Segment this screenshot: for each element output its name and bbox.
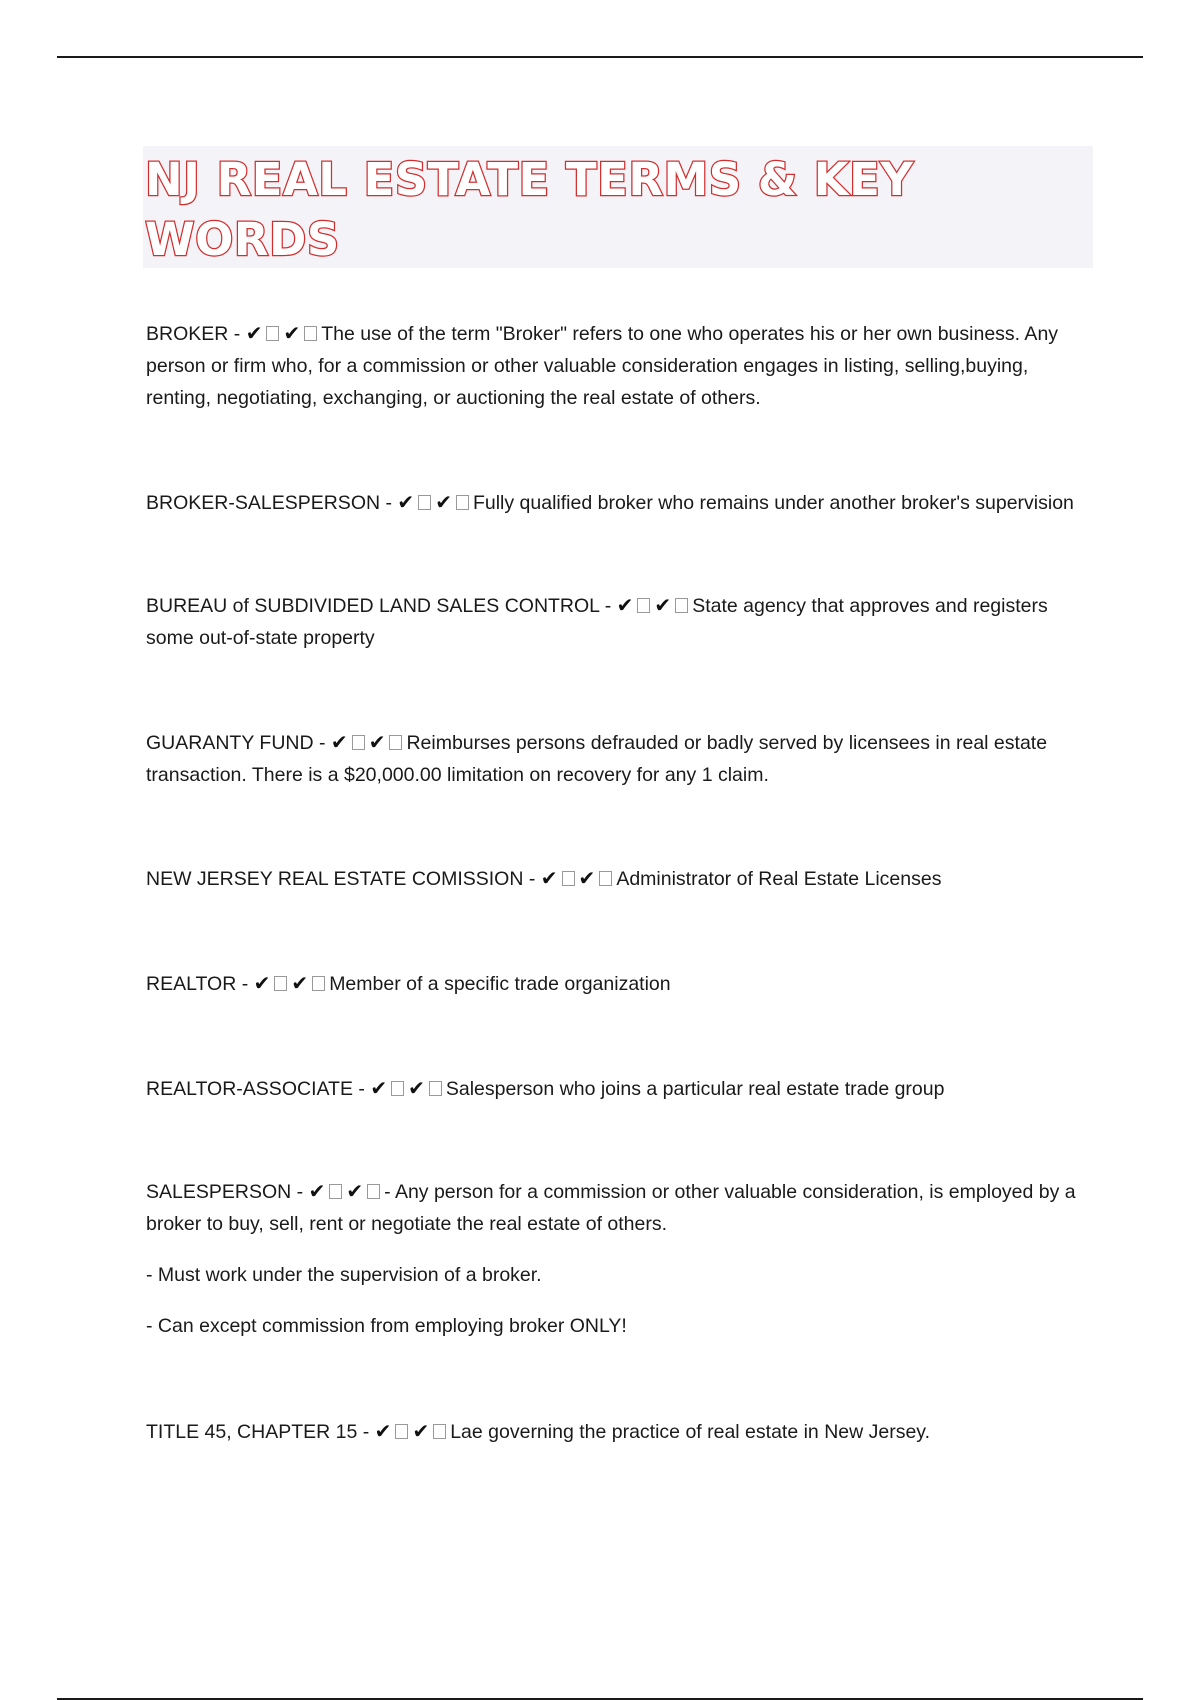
term-label: BUREAU of SUBDIVIDED LAND SALES CONTROL [146,595,600,617]
salesperson-note: - Must work under the supervision of a broker. [146,1264,542,1286]
checkbox-icon [456,495,469,510]
checkbox-icon [599,871,612,886]
checkbox-icon [352,735,365,750]
check-icon: ✔ [283,321,302,345]
term-label: GUARANTY FUND [146,732,314,754]
term-definition: The use of the term "Broker" refers to one who operates his or her own business. Any person or firm who, for a commission or other valuable consideration engages in listing, selling,buying, renting, negotiating, exchanging, or auctioning the real estate of others. [146,323,1059,409]
checkbox-icon [391,1081,404,1096]
check-icon: ✔ [412,1419,431,1443]
check-icon: ✔ [330,730,349,754]
checkbox-icon [418,495,431,510]
checkbox-icon [562,871,575,886]
check-icon: ✔ [253,971,272,995]
document-title: NJ REAL ESTATE TERMS & KEY WORDS [145,153,914,266]
term-entry-title-45: TITLE 45, CHAPTER 15 - ✔ ✔ Lae governing the practice of real estate in New Jersey. [146,1419,931,1443]
top-rule [57,56,1143,58]
check-icon: ✔ [435,490,453,514]
check-icon: ✔ [346,1179,365,1203]
checkbox-icon [266,326,279,341]
checkbox-icon [395,1424,408,1439]
checkbox-icon [274,976,287,991]
checkbox-icon [329,1184,342,1199]
checkbox-icon [675,598,688,613]
term-entry-broker-salesperson: BROKER-SALESPERSON - ✔ ✔ Fully qualified broker who remains under another broker's supervision [146,490,1074,514]
term-entry-realtor-associate: REALTOR-ASSOCIATE - ✔ ✔ Salesperson who joins a particular real estate trade group [146,1076,945,1100]
term-definition: Administrator of Real Estate Licenses [616,868,942,890]
check-icon: ✔ [368,730,387,754]
check-icon: ✔ [397,490,416,514]
checkbox-icon [637,598,650,613]
check-icon: ✔ [291,971,310,995]
term-entry-broker: BROKER - ✔ ✔ The use of the term "Broker" refers to one who operates his or her own business. Any person or firm who, for a commission or other valuable consideration engages in listing, selling,buying, renting, negotiating, exchanging, or auctioning the real estate of others. [146,321,1059,409]
check-icon: ✔ [308,1179,327,1203]
term-label: SALESPERSON [146,1181,292,1203]
checkbox-icon [433,1424,446,1439]
term-entry-bureau: BUREAU of SUBDIVIDED LAND SALES CONTROL - ✔ ✔ State agency that approves and registers some out-of-state property [146,593,1048,649]
salesperson-note: - Can except commission from employing broker ONLY! [146,1315,627,1337]
term-entry-realtor: REALTOR - ✔ ✔ Member of a specific trade organization [146,971,671,995]
check-icon: ✔ [616,593,635,617]
term-definition: State agency that approves and registers some out-of-state property [146,595,1048,649]
term-label: BROKER [146,323,229,345]
check-icon: ✔ [374,1419,393,1443]
term-label: REALTOR [146,973,237,995]
check-icon: ✔ [654,593,673,617]
check-icon: ✔ [408,1076,426,1100]
term-definition: Fully qualified broker who remains under another broker's supervision [472,492,1074,514]
title-banner [143,146,1093,268]
term-definition: Salesperson who joins a particular real estate trade group [445,1078,945,1100]
term-entry-guaranty-fund: GUARANTY FUND - ✔ ✔ Reimburses persons defrauded or badly served by licensees in real estate transaction. There is a $20,000.00 limitation on recovery for any 1 claim. [146,730,1048,786]
term-definition: Member of a specific trade organization [329,973,671,995]
term-definition: Reimburses persons defrauded or badly served by licensees in real estate transaction. There is a $20,000.00 limitation on recovery for any 1 claim. [146,732,1048,786]
term-entry-salesperson: SALESPERSON - ✔ ✔ - Any person for a commission or other valuable consideration, is employed by a broker to buy, sell, rent or negotiate the real estate of others. [146,1179,1076,1235]
term-label: BROKER-SALESPERSON [146,492,381,514]
term-entry-commission: NEW JERSEY REAL ESTATE COMISSION - ✔ ✔ Administrator of Real Estate Licenses [146,866,942,890]
check-icon: ✔ [245,321,264,345]
checkbox-icon [304,326,317,341]
term-label: TITLE 45, CHAPTER 15 [146,1421,358,1443]
check-icon: ✔ [370,1076,389,1100]
checkbox-icon [312,976,325,991]
term-definition: Lae governing the practice of real estate in New Jersey. [450,1421,931,1443]
term-label: NEW JERSEY REAL ESTATE COMISSION [146,868,524,890]
check-icon: ✔ [578,866,597,890]
checkbox-icon [389,735,402,750]
term-definition: - Any person for a commission or other valuable consideration, is employed by a broker to buy, sell, rent or negotiate the real estate of others. [146,1181,1076,1235]
checkbox-icon [429,1081,442,1096]
term-label: REALTOR-ASSOCIATE [146,1078,353,1100]
checkbox-icon [367,1184,380,1199]
check-icon: ✔ [540,866,559,890]
